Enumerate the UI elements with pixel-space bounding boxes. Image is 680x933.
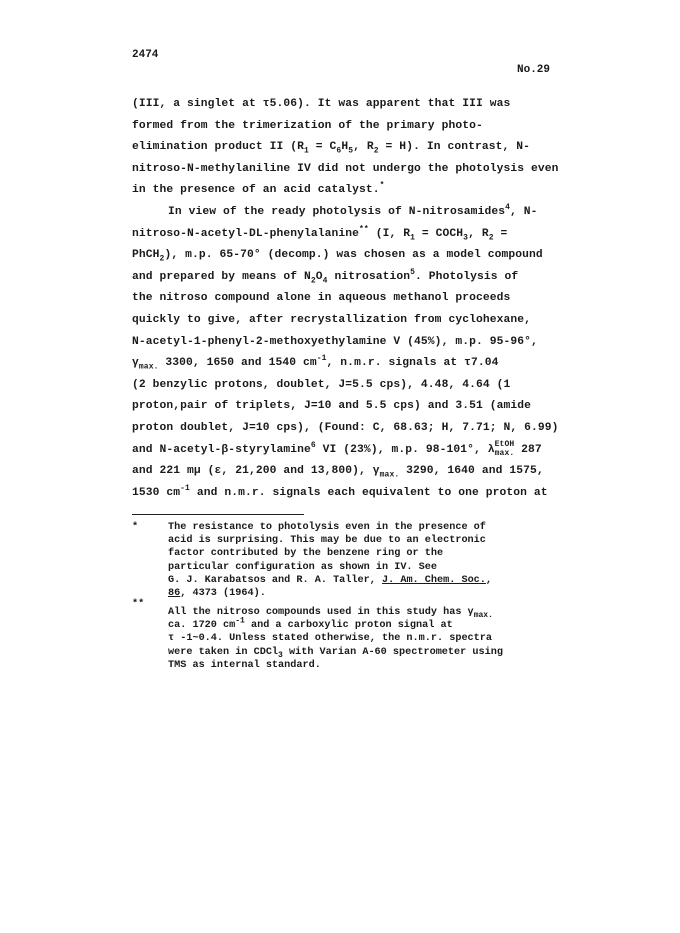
text-line: $\gamma_{max.}$ 3300, 1650 and 1540 $cm^{-1}$, n.m.r. signals at τ7.04 [132, 354, 499, 372]
text-line: proton doublet, J=10 cps), (Found: C, 68.63; H, 7.71; N, 6.99) [132, 421, 559, 434]
footnote-body: All the nitroso compounds used in this study has $\gamma_{max.}$ ca. 1720 $cm^{-1}$ and a carboxylic proton signal at τ -1~0.4. Unless stated otherwise, the n.m.r. spectra were taken in CDCl$_3$ with Varian A-60 spectrometer using TMS as internal standard. [168, 607, 503, 671]
text-line: (III, a singlet at τ5.06). It was apparent that III was [132, 98, 511, 110]
text-line: the nitroso compound alone in aqueous methanol proceeds [132, 292, 511, 305]
footnote-divider [132, 514, 304, 515]
footnote-mark: * [132, 522, 139, 533]
text-line: elimination product II ($R_1 = C_6H_5$, $R_2 = H$). In contrast, N- [132, 141, 531, 156]
footnote-1 [132, 521, 552, 601]
text-line: in the presence of an acid catalyst.* [132, 181, 385, 197]
journal-issue: No.29 [517, 64, 551, 76]
footnote-ref: ** [359, 224, 369, 234]
journal-name: J. Am. Chem. Soc. [381, 574, 486, 586]
page-number: 2474 [132, 49, 159, 61]
text-line: and 221 mμ (ε, 21,200 and 13,800), $\gamma_{max.}$ 3290, 1640 and 1575, [132, 465, 544, 480]
footnote-ref: * [379, 181, 385, 191]
footnote-body: The resistance to photolysis even in the presence of acid is surprising. This may be due to an electronic factor contributed by the benzene ring or the particular configuration as shown in IV. See G. J. Karabatsos and R. A. Taller, J. Am. Chem. Soc., 86, 4373 (1964). [168, 522, 493, 600]
body-text [132, 94, 559, 504]
citation-ref: 5 [410, 267, 416, 277]
lambda-max-label: EtOH max. [494, 439, 515, 458]
text-line: N-acetyl-1-phenyl-2-methoxyethylamine V (45%), m.p. 95-96°, [132, 335, 538, 348]
text-line: and N-acetyl-β-styrylamine$^6$ VI (23%), m.p. 98-101°, λEtOH max. 287 [132, 439, 542, 458]
citation-ref: 6 [310, 440, 316, 450]
text-line: proton,pair of triplets, J=10 and 5.5 cps) and 3.51 (amide [132, 400, 531, 413]
text-line: nitroso-N-acetyl-DL-phenylalanine** (I, $R_1$ = $COCH_3$, $R_2$ = [132, 224, 508, 242]
text-line: 1530 $cm^{-1}$ and n.m.r. signals each equivalent to one proton at [132, 483, 548, 499]
text-line: and prepared by means of $N_2O_4$ nitrosation$^5$. Photolysis of [132, 267, 519, 285]
footnote-mark: ** [132, 599, 145, 610]
text-line: quickly to give, after recrystallization from cyclohexane, [132, 313, 531, 326]
text-line: In view of the ready photolysis of N-nitrosamides$^4$, N- [168, 203, 538, 218]
text-line: formed from the trimerization of the primary photo- [132, 119, 483, 132]
text-line: nitroso-N-methylaniline IV did not undergo the photolysis even [132, 162, 559, 175]
volume-number: 86 [168, 588, 181, 600]
text-line: PhCH$_2$), m.p. 65-70° (decomp.) was chosen as a model compound [132, 249, 543, 264]
text-line: (2 benzylic protons, doublet, J=5.5 cps), 4.48, 4.64 (1 [132, 378, 511, 391]
citation-ref: 4 [505, 203, 510, 213]
footnote-2 [132, 598, 552, 678]
